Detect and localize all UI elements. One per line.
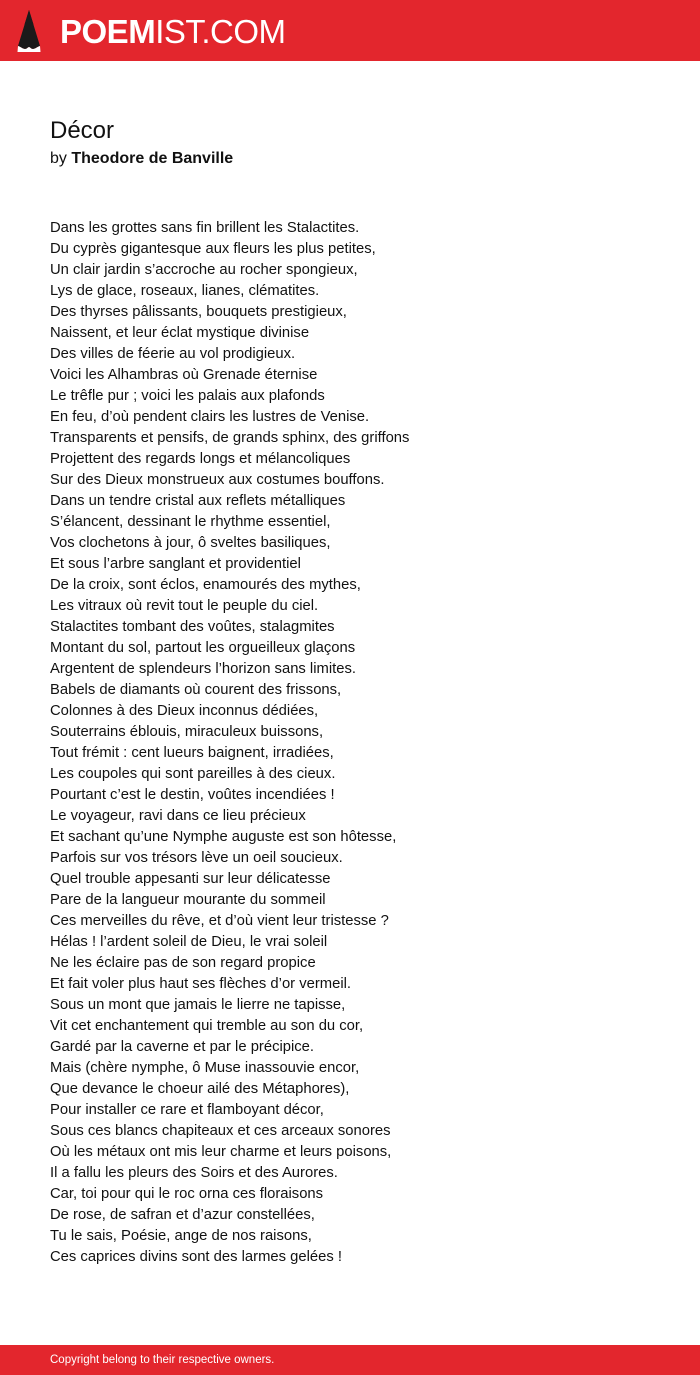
- poem-line: Tout frémit : cent lueurs baignent, irradiées,: [50, 745, 334, 761]
- poem-line: De la croix, sont éclos, enamourés des mythes,: [50, 577, 361, 593]
- poem-line: Naissent, et leur éclat mystique divinise: [50, 325, 310, 341]
- poem-line: Parfois sur vos trésors lève un oeil soucieux.: [50, 850, 343, 866]
- poem-line: Le voyageur, ravi dans ce lieu précieux: [50, 808, 306, 824]
- poem-line: Ne les éclaire pas de son regard propice: [50, 955, 316, 971]
- poem-line: Le trêfle pur ; voici les palais aux plafonds: [50, 388, 325, 404]
- poem-line: Dans un tendre cristal aux reflets métalliques: [50, 493, 346, 509]
- poem-line: Ces caprices divins sont des larmes gelées !: [50, 1249, 342, 1265]
- poem-line: Stalactites tombant des voûtes, stalagmites: [50, 619, 335, 635]
- poem-line: Lys de glace, roseaux, lianes, clématites.: [50, 283, 320, 299]
- poem-line: Transparents et pensifs, de grands sphinx, des griffons: [50, 430, 410, 446]
- poem-line: Hélas ! l’ardent soleil de Dieu, le vrai soleil: [50, 934, 328, 950]
- poem-line: S’élancent, dessinant le rhythme essentiel,: [50, 514, 331, 530]
- poem-line: En feu, d’où pendent clairs les lustres de Venise.: [50, 409, 370, 425]
- site-footer: [0, 1345, 700, 1375]
- logo-text-bold: POEM: [60, 12, 156, 50]
- logo-text: [60, 12, 286, 50]
- poem-line: Où les métaux ont mis leur charme et leurs poisons,: [50, 1144, 392, 1160]
- poem-line: Des thyrses pâlissants, bouquets prestigieux,: [50, 304, 347, 320]
- poem-line: Et sous l’arbre sanglant et providentiel: [50, 556, 301, 572]
- poem-line: Et fait voler plus haut ses flèches d’or vermeil.: [50, 976, 352, 992]
- poem-line: Ces merveilles du rêve, et d’où vient leur tristesse ?: [50, 913, 389, 929]
- poem-line: Car, toi pour qui le roc orna ces floraisons: [50, 1186, 324, 1202]
- logo-text-light: IST.COM: [155, 12, 286, 50]
- poem-byline: [50, 148, 233, 170]
- poem-line: Vos clochetons à jour, ô sveltes basiliques,: [50, 535, 331, 551]
- site-logo[interactable]: [16, 8, 286, 54]
- poem-line: Pourtant c’est le destin, voûtes incendiées !: [50, 787, 335, 803]
- poem-line: Tu le sais, Poésie, ange de nos raisons,: [50, 1228, 312, 1244]
- poem-line: Souterrains éblouis, miraculeux buissons,: [50, 724, 324, 740]
- poem-line: Sur des Dieux monstrueux aux costumes bouffons.: [50, 472, 385, 488]
- poem-line: Les coupoles qui sont pareilles à des cieux.: [50, 766, 336, 782]
- poem-line: Mais (chère nymphe, ô Muse inassouvie encor,: [50, 1060, 360, 1076]
- site-header: [0, 0, 700, 61]
- poem-line: Vit cet enchantement qui tremble au son du cor,: [50, 1018, 364, 1034]
- poem-line: Un clair jardin s’accroche au rocher spongieux,: [50, 262, 358, 278]
- poem-line: Que devance le choeur ailé des Métaphores),: [50, 1081, 350, 1097]
- poem-line: Sous un mont que jamais le lierre ne tapisse,: [50, 997, 346, 1013]
- poem-line: Du cyprès gigantesque aux fleurs les plus petites,: [50, 241, 376, 257]
- poem-line: Pour installer ce rare et flamboyant décor,: [50, 1102, 324, 1118]
- poem-line: Babels de diamants où courent des frissons,: [50, 682, 342, 698]
- poem-body: [50, 218, 670, 1268]
- poem-line: Montant du sol, partout les orgueilleux glaçons: [50, 640, 356, 656]
- poem-author[interactable]: Theodore de Banville: [71, 150, 234, 167]
- copyright-notice: Copyright belong to their respective owners.: [50, 1354, 275, 1366]
- by-label: by: [50, 150, 67, 167]
- poem-line: Gardé par la caverne et par le précipice.: [50, 1039, 315, 1055]
- pencil-tip-icon: [16, 9, 42, 53]
- poem-line: Projettent des regards longs et mélancoliques: [50, 451, 351, 467]
- poem-line: Dans les grottes sans fin brillent les Stalactites.: [50, 220, 360, 236]
- poem-line: Argentent de splendeurs l’horizon sans limites.: [50, 661, 356, 677]
- poem-line: Colonnes à des Dieux inconnus dédiées,: [50, 703, 319, 719]
- poem-line: Et sachant qu’une Nymphe auguste est son hôtesse,: [50, 829, 397, 845]
- poem-line: Sous ces blancs chapiteaux et ces arceaux sonores: [50, 1123, 391, 1139]
- poem-line: Voici les Alhambras où Grenade éternise: [50, 367, 318, 383]
- poem-line: Des villes de féerie au vol prodigieux.: [50, 346, 296, 362]
- poem-line: Pare de la langueur mourante du sommeil: [50, 892, 326, 908]
- poem-line: Il a fallu les pleurs des Soirs et des Aurores.: [50, 1165, 338, 1181]
- poem-line: De rose, de safran et d’azur constellées,: [50, 1207, 315, 1223]
- poem-line: Les vitraux où revit tout le peuple du ciel.: [50, 598, 319, 614]
- poem-line: Quel trouble appesanti sur leur délicatesse: [50, 871, 331, 887]
- poem-title: Décor: [50, 117, 115, 144]
